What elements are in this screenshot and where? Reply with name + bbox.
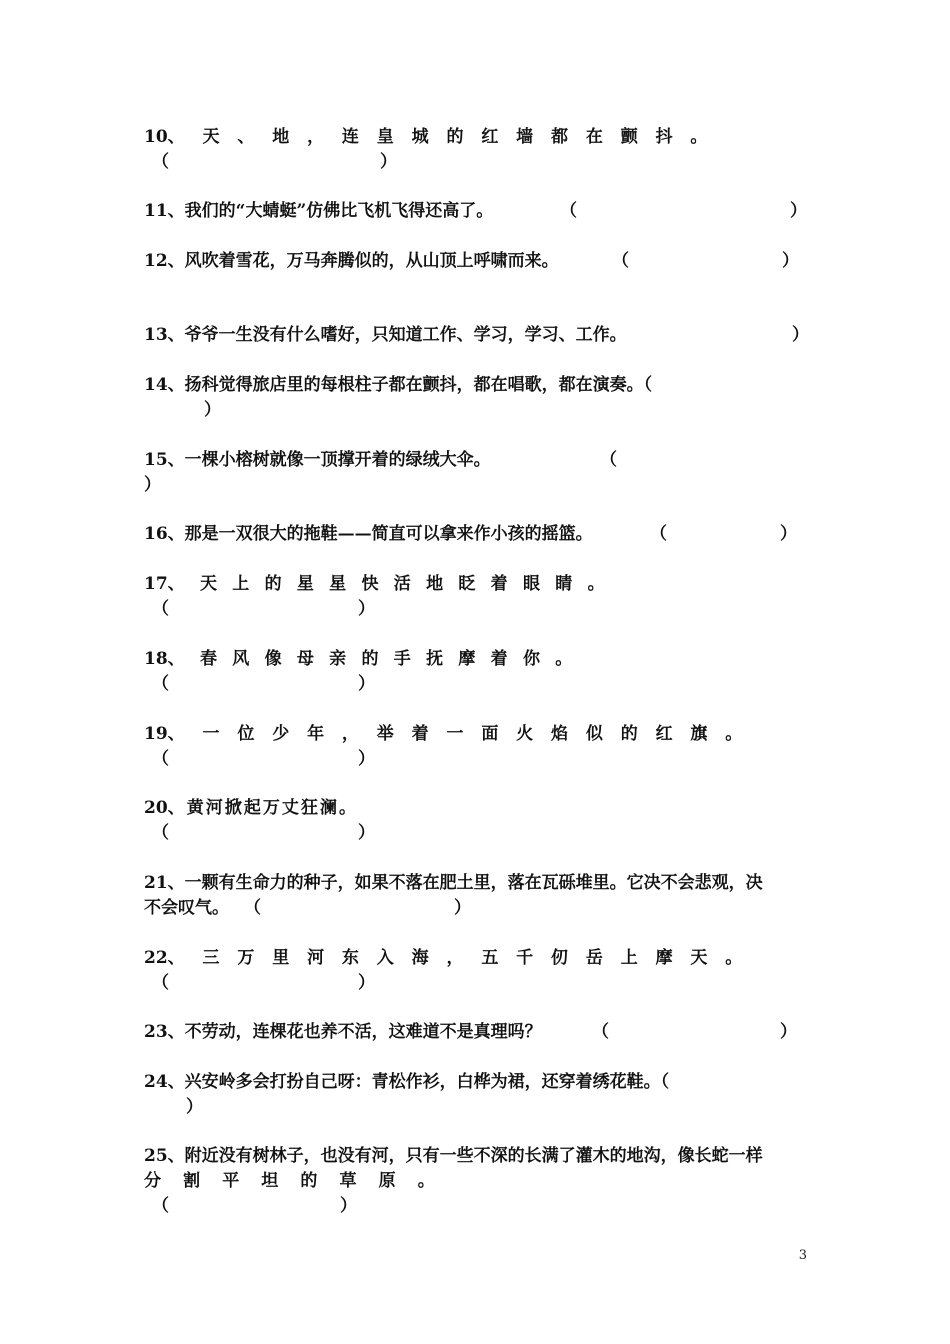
question-number: 15 (144, 450, 168, 470)
question-23 (144, 1020, 812, 1045)
question-text: 、我们的“大蜻蜓”仿佛比飞机飞得还高了。 (167, 201, 494, 221)
answer-blank-open[interactable]: （ (660, 1072, 670, 1092)
question-11 (144, 199, 812, 224)
question-24 (144, 1070, 812, 1120)
question-12 (144, 249, 812, 274)
question-text: 、一棵小榕树就像一顶撑开着的绿绒大伞。 (167, 450, 491, 470)
question-number: 14 (144, 375, 168, 395)
question-10 (144, 125, 812, 175)
question-number: 10 (144, 127, 168, 147)
question-number: 25 (144, 1146, 168, 1166)
question-text-continued: 分割平坦的草原。 (144, 1171, 457, 1191)
answer-blank[interactable]: （ ） (152, 1196, 357, 1216)
answer-blank-close: ） (782, 251, 799, 271)
question-number: 13 (144, 325, 168, 345)
answer-blank[interactable]: （ ） (152, 599, 375, 619)
question-14 (144, 373, 812, 423)
question-number: 11 (144, 201, 168, 221)
answer-blank-open[interactable]: （ (650, 524, 667, 544)
question-number: 19 (144, 724, 168, 744)
answer-blank[interactable]: （ ） (152, 823, 375, 843)
answer-blank-open[interactable]: （ (244, 898, 261, 918)
question-number: 17 (144, 574, 168, 594)
question-text: 、那是一双很大的拖鞋——简直可以拿来作小孩的摇篮。 (167, 524, 593, 544)
answer-blank: ） (144, 475, 161, 495)
question-text: 、春风像母亲的手抚摩着你。 (167, 649, 588, 669)
question-17 (144, 572, 812, 622)
question-text: 、风吹着雪花，万马奔腾似的，从山顶上呼啸而来。 (167, 251, 559, 271)
question-number: 16 (144, 524, 168, 544)
question-16 (144, 522, 812, 547)
question-text: 、兴安岭多会打扮自己呀：青松作衫，白桦为裙，还穿着绣花鞋。 (167, 1072, 661, 1092)
question-15 (144, 448, 812, 498)
answer-blank-open[interactable]: （ (643, 375, 653, 395)
answer-blank-close: ） (780, 524, 797, 544)
question-22 (144, 946, 812, 996)
answer-line: 不会叹气。 （ ） (144, 896, 812, 921)
answer-blank[interactable]: （ ） (152, 973, 375, 993)
answer-blank: ） (186, 1097, 203, 1117)
question-text: 、天、地，连皇城的红墙都在颤抖。 (167, 127, 726, 147)
question-number: 22 (144, 948, 168, 968)
question-text: 、三万里河东入海，五千仞岳上摩天。 (167, 948, 761, 968)
page-number: 3 (798, 1248, 807, 1263)
question-text: 、爷爷一生没有什么嗜好，只知道工作、学习，学习、工作。 (167, 325, 627, 345)
question-text: 、扬科觉得旅店里的每根柱子都在颤抖，都在唱歌，都在演奏。 (167, 375, 644, 395)
answer-blank[interactable]: （ ） (152, 152, 397, 172)
answer-blank-open[interactable]: （ (612, 251, 629, 271)
question-text: 、附近没有树林子，也没有河，只有一些不深的长满了灌木的地沟，像长蛇一样 (167, 1146, 763, 1166)
answer-blank: ） (204, 400, 221, 420)
question-text: 、黄河掀起万丈狂澜。 (167, 798, 359, 818)
answer-blank[interactable]: （ ） (152, 749, 375, 769)
answer-blank-open[interactable]: （ (600, 450, 617, 470)
answer-blank-close: ） (454, 898, 471, 918)
answer-blank-close: ） (790, 201, 807, 221)
answer-blank-close: ） (780, 1022, 797, 1042)
question-text: 、不劳动，连棵花也养不活，这难道不是真理吗？ (167, 1022, 542, 1042)
question-19 (144, 722, 812, 772)
answer-blank[interactable]: （ ） (152, 674, 375, 694)
question-number: 23 (144, 1022, 168, 1042)
question-text: 、天上的星星快活地眨着眼睛。 (167, 574, 620, 594)
answer-blank-open[interactable]: （ (560, 201, 577, 221)
answer-blank-open[interactable]: （ (592, 1022, 609, 1042)
question-20 (144, 796, 812, 846)
question-13 (144, 323, 812, 348)
question-number: 18 (144, 649, 168, 669)
question-number: 20 (144, 798, 168, 818)
question-text: 、一位少年，举着一面火焰似的红旗。 (167, 724, 761, 744)
answer-blank-close: ） (792, 325, 809, 345)
question-25 (144, 1144, 812, 1219)
question-number: 24 (144, 1072, 168, 1092)
question-21 (144, 871, 812, 921)
question-number: 12 (144, 251, 168, 271)
question-text: 、一颗有生命力的种子，如果不落在肥土里，落在瓦砾堆里。它决不会悲观，决 (167, 873, 763, 893)
question-number: 21 (144, 873, 168, 893)
question-18 (144, 647, 812, 697)
